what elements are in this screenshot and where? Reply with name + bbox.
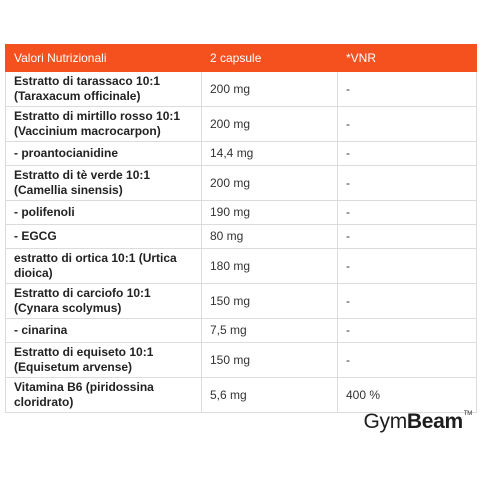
nutrition-table	[5, 44, 477, 413]
logo-beam-text: Beam	[406, 410, 463, 433]
row-amount: 14,4 mg	[202, 142, 338, 166]
logo-gym-text: Gym	[363, 410, 407, 433]
row-name: - polifenoli	[6, 201, 202, 225]
row-name: - cinarina	[6, 319, 202, 343]
table-header-row	[6, 45, 477, 72]
row-name: Estratto di mirtillo rosso 10:1 (Vaccinium macrocarpon)	[6, 107, 202, 142]
row-vnr: -	[338, 249, 477, 284]
row-amount: 190 mg	[202, 201, 338, 225]
logo-trademark: TM	[463, 411, 472, 417]
table-row	[6, 201, 477, 225]
table-row	[6, 343, 477, 378]
row-name: Estratto di tè verde 10:1 (Camellia sinensis)	[6, 166, 202, 201]
table-row	[6, 319, 477, 343]
table-row	[6, 166, 477, 201]
row-amount: 200 mg	[202, 107, 338, 142]
table-row	[6, 225, 477, 249]
row-vnr: -	[338, 166, 477, 201]
row-vnr: -	[338, 107, 477, 142]
row-amount: 150 mg	[202, 343, 338, 378]
table-row	[6, 249, 477, 284]
table-row	[6, 107, 477, 142]
row-amount: 5,6 mg	[202, 378, 338, 413]
header-vnr: *VNR	[338, 45, 477, 72]
row-name: Estratto di equiseto 10:1 (Equisetum arvense)	[6, 343, 202, 378]
table-row	[6, 72, 477, 107]
row-vnr: 400 %	[338, 378, 477, 413]
row-amount: 200 mg	[202, 72, 338, 107]
row-amount: 80 mg	[202, 225, 338, 249]
header-nutrients: Valori Nutrizionali	[6, 45, 202, 72]
gymbeam-logo	[363, 410, 472, 434]
row-name: - EGCG	[6, 225, 202, 249]
row-name: estratto di ortica 10:1 (Urtica dioica)	[6, 249, 202, 284]
row-vnr: -	[338, 284, 477, 319]
row-vnr: -	[338, 343, 477, 378]
row-name: Estratto di carciofo 10:1 (Cynara scolymus)	[6, 284, 202, 319]
row-vnr: -	[338, 142, 477, 166]
row-vnr: -	[338, 72, 477, 107]
row-name: Vitamina B6 (piridossina cloridrato)	[6, 378, 202, 413]
row-amount: 150 mg	[202, 284, 338, 319]
row-amount: 7,5 mg	[202, 319, 338, 343]
table-row	[6, 284, 477, 319]
row-vnr: -	[338, 225, 477, 249]
table-row	[6, 142, 477, 166]
table-row	[6, 378, 477, 413]
header-dose: 2 capsule	[202, 45, 338, 72]
row-name: Estratto di tarassaco 10:1 (Taraxacum officinale)	[6, 72, 202, 107]
row-vnr: -	[338, 201, 477, 225]
row-vnr: -	[338, 319, 477, 343]
row-amount: 180 mg	[202, 249, 338, 284]
row-amount: 200 mg	[202, 166, 338, 201]
row-name: - proantocianidine	[6, 142, 202, 166]
